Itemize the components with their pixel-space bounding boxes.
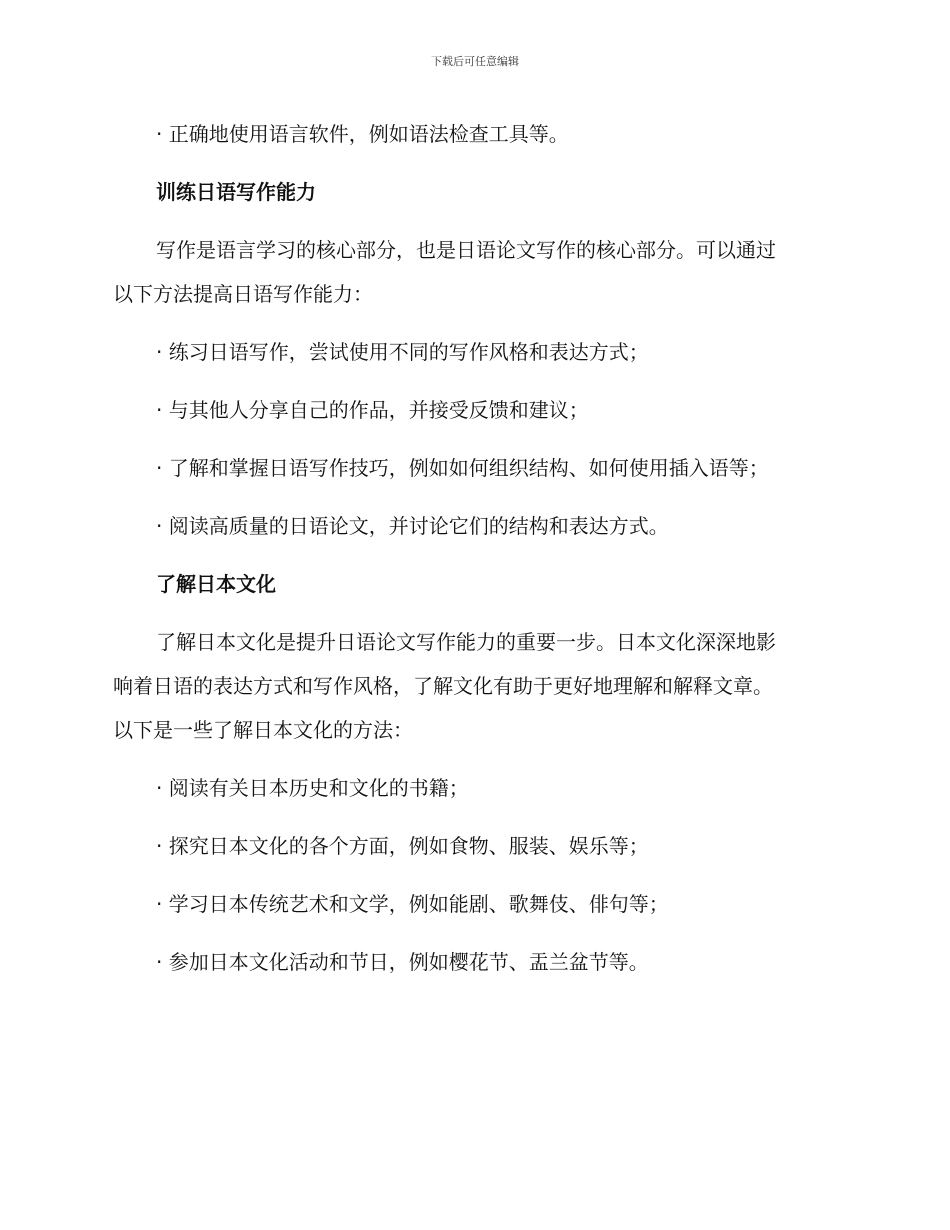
bullet-item: · 正确地使用语言软件，例如语法检查工具等。 (156, 122, 569, 146)
bullet-item: · 探究日本文化的各个方面，例如食物、服装、娱乐等； (156, 834, 649, 858)
document-body (113, 112, 833, 998)
paragraph (113, 620, 833, 752)
bullet-item: · 练习日语写作，尝试使用不同的写作风格和表达方式； (156, 340, 649, 364)
bullet-item: · 学习日本传统艺术和文学，例如能剧、歌舞伎、俳句等； (156, 892, 669, 916)
paragraph-line: 了解日本文化是提升日语论文写作能力的重要一步。日本文化深深地影 (156, 630, 776, 654)
paragraph (113, 228, 833, 316)
bullet-item: · 阅读有关日本历史和文化的书籍； (156, 776, 469, 800)
paragraph-line: 响着日语的表达方式和写作风格，了解文化有助于更好地理解和解释文章。 (113, 674, 773, 698)
paragraph-line: 写作是语言学习的核心部分，也是日语论文写作的核心部分。可以通过 (156, 238, 776, 262)
section-heading: 了解日本文化 (156, 572, 276, 596)
paragraph-line: 以下方法提高日语写作能力： (113, 282, 373, 306)
section-heading: 训练日语写作能力 (156, 180, 316, 204)
bullet-item: · 与其他人分享自己的作品，并接受反馈和建议； (156, 398, 589, 422)
bullet-item: · 参加日本文化活动和节日，例如樱花节、盂兰盆节等。 (156, 950, 649, 974)
paragraph-line: 以下是一些了解日本文化的方法： (113, 718, 413, 742)
bullet-item: · 阅读高质量的日语论文，并讨论它们的结构和表达方式。 (156, 514, 669, 538)
bullet-item: · 了解和掌握日语写作技巧，例如如何组织结构、如何使用插入语等； (156, 456, 769, 480)
page-header-note: 下载后可任意编辑 (431, 55, 519, 68)
